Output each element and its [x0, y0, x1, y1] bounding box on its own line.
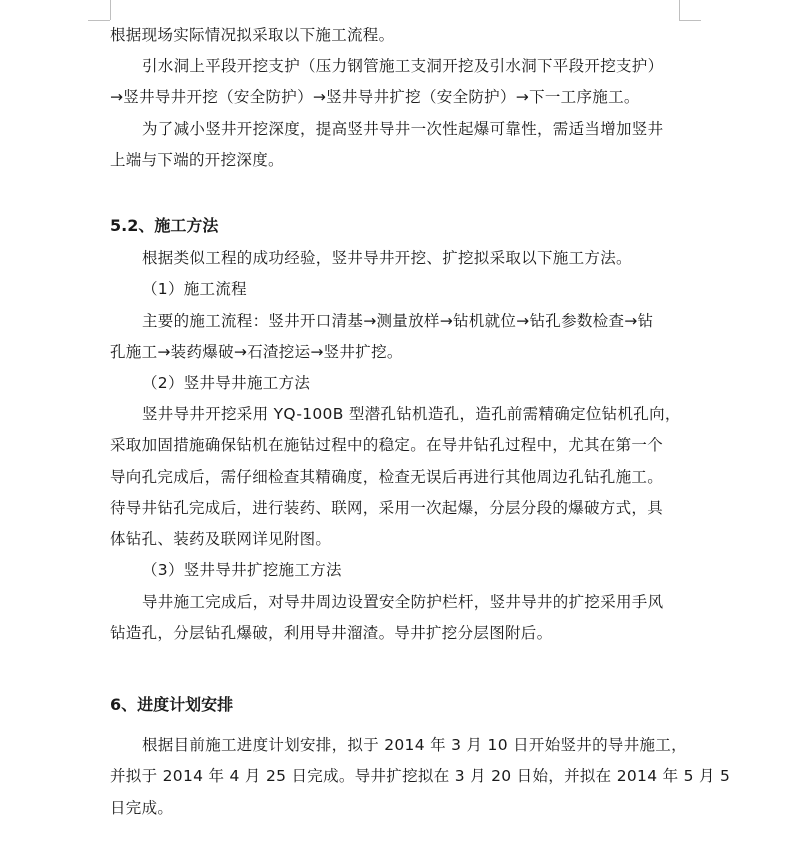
- paragraph-flow-main-line-2: 孔施工→装药爆破→石渣挖运→竖井扩挖。: [110, 343, 403, 361]
- paragraph-pilot-line-3: 导向孔完成后，需仔细检查其精确度，检查无误后再进行其他周边孔钻孔施工。: [110, 468, 664, 486]
- paragraph-intro: 根据现场实际情况拟采取以下施工流程。: [110, 26, 395, 44]
- paragraph-pilot-line-4: 待导井钻孔完成后，进行装药、联网，采用一次起爆，分层分段的爆破方式，具: [110, 499, 664, 517]
- paragraph-enlarge-line-1: 导井施工完成后，对导井周边设置安全防护栏杆，竖井导井的扩挖采用手风: [142, 593, 664, 611]
- paragraph-enlarge-line-2: 钻造孔，分层钻孔爆破，利用导井溜渣。导井扩挖分层图附后。: [110, 624, 553, 642]
- paragraph-schedule-line-1: 根据目前施工进度计划安排，拟于 2014 年 3 月 10 日开始竖井的导井施工，: [142, 736, 687, 754]
- subheading-enlarge-method: （3）竖井导井扩挖施工方法: [142, 561, 342, 579]
- crop-mark-left-vertical: [110, 0, 111, 20]
- paragraph-flow-main-line-1: 主要的施工流程：竖井开口清基→测量放样→钻机就位→钻孔参数检查→钻: [142, 312, 654, 330]
- paragraph-depth-line-2: 上端与下端的开挖深度。: [110, 151, 284, 169]
- paragraph-methods-intro: 根据类似工程的成功经验，竖井导井开挖、扩挖拟采取以下施工方法。: [142, 249, 632, 267]
- paragraph-schedule-line-2: 并拟于 2014 年 4 月 25 日完成。导井扩挖拟在 3 月 20 日始，并拟在 2014 年 5 月 5: [110, 767, 731, 785]
- crop-mark-right-vertical: [679, 0, 680, 20]
- paragraph-pilot-line-1: 竖井导井开挖采用 YQ-100B 型潜孔钻机造孔，造孔前需精确定位钻机孔向，: [142, 405, 681, 423]
- paragraph-depth-line-1: 为了减小竖井开挖深度，提高竖井导井一次性起爆可靠性，需适当增加竖井: [142, 120, 664, 138]
- crop-mark-left-horizontal: [88, 20, 110, 21]
- heading-6: 6、进度计划安排: [110, 695, 234, 714]
- subheading-construction-flow: （1）施工流程: [142, 280, 247, 298]
- paragraph-flow-line-1: 引水洞上平段开挖支护（压力钢管施工支洞开挖及引水洞下平段开挖支护）: [142, 57, 664, 75]
- paragraph-schedule-line-3: 日完成。: [110, 799, 174, 817]
- paragraph-flow-line-2: →竖井导井开挖（安全防护）→竖井导井扩挖（安全防护）→下一工序施工。: [110, 88, 640, 106]
- paragraph-pilot-line-2: 采取加固措施确保钻机在施钻过程中的稳定。在导井钻孔过程中，尤其在第一个: [110, 436, 664, 454]
- subheading-pilot-shaft-method: （2）竖井导井施工方法: [142, 374, 311, 392]
- paragraph-pilot-line-5: 体钻孔、装药及联网详见附图。: [110, 530, 332, 548]
- heading-5-2: 5.2、施工方法: [110, 216, 219, 235]
